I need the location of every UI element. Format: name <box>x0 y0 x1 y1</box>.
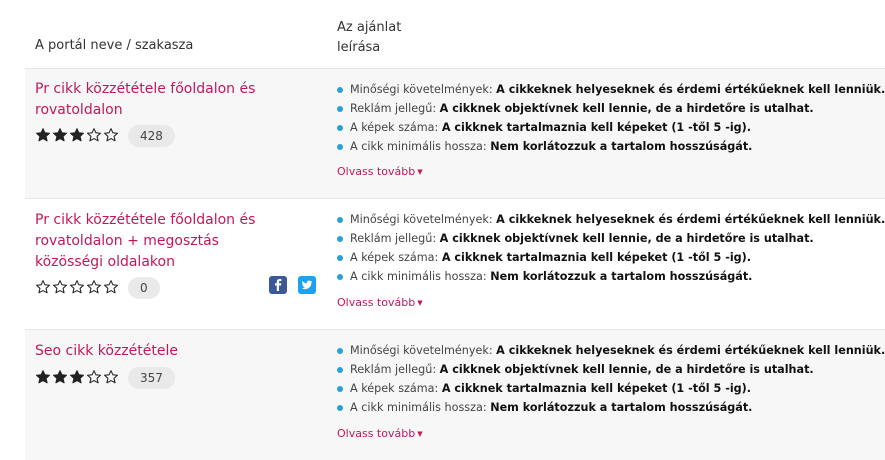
feature-value: Nem korlátozzuk a tartalom hosszúságát. <box>490 140 753 153</box>
feature-item <box>337 341 885 360</box>
feature-label: A cikk minimális hossza: <box>350 270 487 283</box>
bullet-icon <box>337 274 343 280</box>
bullet-icon <box>337 348 343 354</box>
feature-item <box>337 210 885 229</box>
feature-label: Minőségi követelmények: <box>350 213 493 226</box>
star-filled-icon <box>52 127 68 143</box>
star-filled-icon <box>52 369 68 385</box>
feature-label: A képek száma: <box>350 382 439 395</box>
offer-title-link[interactable]: Pr cikk közzététele főoldalon és rovatoldalon <box>35 81 256 118</box>
feature-value: Nem korlátozzuk a tartalom hosszúságát. <box>490 401 753 414</box>
feature-item <box>337 360 877 379</box>
feature-value: A cikknek objektívnek kell lennie, de a hirdetőre is utalhat. <box>439 363 814 376</box>
twitter-icon[interactable] <box>298 276 316 294</box>
star-empty-icon <box>103 279 119 295</box>
column-header-description-line1: Az ajánlat <box>337 20 402 35</box>
feature-value: A cikknek objektívnek kell lennie, de a hirdetőre is utalhat. <box>439 232 814 245</box>
column-header-description <box>337 18 401 58</box>
star-filled-icon <box>69 369 85 385</box>
feature-item <box>337 398 877 417</box>
feature-label: A cikk minimális hossza: <box>350 401 487 414</box>
star-filled-icon <box>35 127 51 143</box>
feature-label: A képek száma: <box>350 121 439 134</box>
star-filled-icon <box>69 127 85 143</box>
rating-stars <box>35 369 119 385</box>
review-count-badge: 0 <box>128 277 160 299</box>
offer-row <box>25 198 885 329</box>
feature-label: Minőségi követelmények: <box>350 83 493 96</box>
feature-item <box>337 80 885 99</box>
star-empty-icon <box>35 279 51 295</box>
read-more-label: Olvass tovább <box>337 296 416 309</box>
feature-label: Reklám jellegű: <box>350 232 437 245</box>
bullet-icon <box>337 144 343 150</box>
feature-value: A cikknek tartalmaznia kell képeket (1 -től 5 -ig). <box>441 121 752 134</box>
bullet-icon <box>337 405 343 411</box>
caret-down-icon: ▼ <box>417 168 423 176</box>
feature-item <box>337 118 877 137</box>
star-empty-icon <box>103 127 119 143</box>
bullet-icon <box>337 386 343 392</box>
star-empty-icon <box>69 279 85 295</box>
feature-label: Reklám jellegű: <box>350 102 437 115</box>
column-header-description-line2: leírása <box>337 40 381 55</box>
feature-item <box>337 267 877 286</box>
offer-description <box>337 210 885 286</box>
offer-row <box>25 68 885 198</box>
offer-title-link[interactable]: Pr cikk közzététele főoldalon és rovatoldalon + megosztás közösségi oldalakon <box>35 212 256 270</box>
star-empty-icon <box>86 127 102 143</box>
offer-title-link[interactable]: Seo cikk közzététele <box>35 343 178 359</box>
review-count-badge: 428 <box>128 125 175 147</box>
read-more-link[interactable] <box>337 427 423 440</box>
read-more-label: Olvass tovább <box>337 165 416 178</box>
star-empty-icon <box>52 279 68 295</box>
feature-value: A cikkeknek helyeseknek és érdemi értékűeknek kell lenniük. <box>496 213 885 226</box>
feature-label: A képek száma: <box>350 251 439 264</box>
feature-value: A cikknek tartalmaznia kell képeket (1 -től 5 -ig). <box>441 382 752 395</box>
feature-label: Minőségi követelmények: <box>350 344 493 357</box>
star-empty-icon <box>86 369 102 385</box>
caret-down-icon: ▼ <box>417 430 423 438</box>
read-more-link[interactable] <box>337 296 423 309</box>
feature-item <box>337 229 877 248</box>
feature-value: A cikknek tartalmaznia kell képeket (1 -től 5 -ig). <box>441 251 752 264</box>
feature-label: A cikk minimális hossza: <box>350 140 487 153</box>
feature-item <box>337 379 877 398</box>
feature-label: Reklám jellegű: <box>350 363 437 376</box>
feature-value: A cikkeknek helyeseknek és érdemi értékűeknek kell lenniük. <box>496 344 885 357</box>
bullet-icon <box>337 87 343 93</box>
feature-item <box>337 99 877 118</box>
star-filled-icon <box>35 369 51 385</box>
bullet-icon <box>337 255 343 261</box>
bullet-icon <box>337 125 343 131</box>
caret-down-icon: ▼ <box>417 299 423 307</box>
bullet-icon <box>337 367 343 373</box>
star-empty-icon <box>86 279 102 295</box>
social-share-icons <box>269 276 316 294</box>
bullet-icon <box>337 106 343 112</box>
read-more-label: Olvass tovább <box>337 427 416 440</box>
read-more-link[interactable] <box>337 165 423 178</box>
offer-description <box>337 341 885 417</box>
review-count-badge: 357 <box>128 367 175 389</box>
feature-value: A cikkeknek helyeseknek és érdemi értékűeknek kell lenniük. <box>496 83 885 96</box>
rating-stars <box>35 127 119 143</box>
offer-description <box>337 80 885 156</box>
feature-item <box>337 248 877 267</box>
star-empty-icon <box>103 369 119 385</box>
feature-item <box>337 137 877 156</box>
feature-value: Nem korlátozzuk a tartalom hosszúságát. <box>490 270 753 283</box>
bullet-icon <box>337 236 343 242</box>
feature-value: A cikknek objektívnek kell lennie, de a hirdetőre is utalhat. <box>439 102 814 115</box>
table-header <box>0 0 885 68</box>
facebook-icon[interactable] <box>269 276 287 294</box>
rating-stars <box>35 279 119 295</box>
column-header-portal: A portál neve / szakasza <box>35 38 194 53</box>
bullet-icon <box>337 217 343 223</box>
offer-row <box>25 329 885 460</box>
